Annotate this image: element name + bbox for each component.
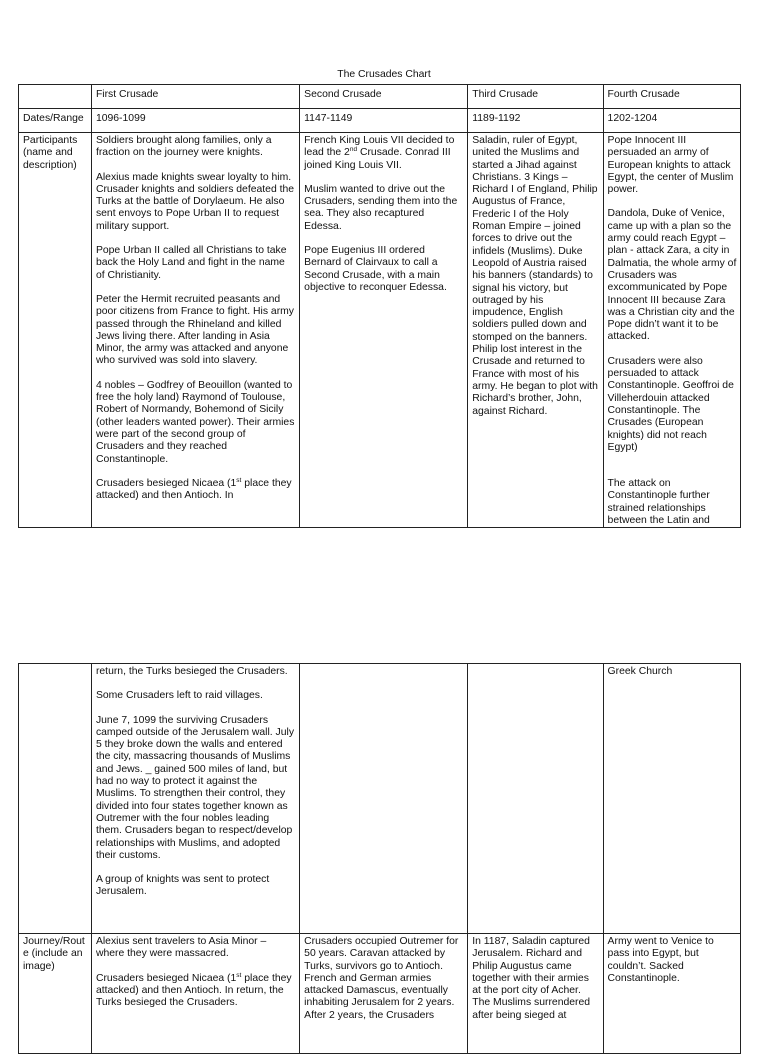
crusades-table-page1 <box>18 84 741 528</box>
journey-fourth: Army went to Venice to pass into Egypt, but couldn’t. Sacked Constantinople. <box>603 934 740 1054</box>
journey-third: In 1187, Saladin captured Jerusalem. Richard and Philip Augustus came together with their armies at the port city of Acher. The Muslims surrendered after being sieged at <box>468 934 603 1054</box>
journey-second: Crusaders occupied Outremer for 50 years. Caravan attacked by Turks, survivors go to Antioch. French and German armies attacked Damascus, eventually inhabiting Jerusalem for 2 years. After 2 years, the Crusaders <box>300 934 468 1054</box>
participants-label: Participants (name and description) <box>19 133 92 528</box>
dates-third: 1189-1192 <box>468 109 603 133</box>
header-row <box>19 85 741 109</box>
participants-label-continued <box>19 664 92 934</box>
participants-second: French King Louis VII decided to lead the 2nd Crusade. Conrad III joined King Louis VII. Muslim wanted to drive out the Crusaders, sending them into the sea. They also recaptured Edessa. Pope Eugenius III ordered Bernard of Clairvaux to call a Second Crusade, with a main objective to reconquer Edessa. <box>300 133 468 528</box>
dates-label: Dates/Range <box>19 109 92 133</box>
journey-first: Alexius sent travelers to Asia Minor – where they were massacred. Crusaders besieged Nicaea (1st place they attacked) and then Antioch. In return, the Turks besieged the Crusaders. <box>91 934 299 1054</box>
participants-second-continued <box>300 664 468 934</box>
participants-fourth: Pope Innocent III persuaded an army of European knights to attack Egypt, the center of Muslim power. Dandola, Duke of Venice, came up with a plan so the army could reach Egypt – plan - attack Zara, a city in Dalmatia, the whole army of Crusaders was excommunicated by Pope Innocent III because Zara was a Christian city and the Pope didn’t want it to be attacked. Crusaders were also persuaded to attack Constantinople. Geoffroi de Villeherdouin attacked Constantinople. The Crusades (European knights) did not reach Egypt) The attack on Constantinople further strained relationships between the Latin and <box>603 133 740 528</box>
page-title: The Crusades Chart <box>337 69 431 80</box>
participants-fourth-continued: Greek Church <box>603 664 740 934</box>
header-second-crusade: Second Crusade <box>300 85 468 109</box>
dates-second: 1147-1149 <box>300 109 468 133</box>
participants-row <box>19 133 741 528</box>
header-fourth-crusade: Fourth Crusade <box>603 85 740 109</box>
participants-third: Saladin, ruler of Egypt, united the Muslims and started a Jihad against Christians. 3 Kings – Richard I of England, Philip Augustus of France, Frederic I of the Holy Roman Empire – joined forces to drive out the infidels (Muslims). Duke Leopold of Austria raised his banners (standards) to signal his victory, but outraged by his impudence, English soldiers pulled down and stomped on the banners. Philip lost interest in the Crusade and returned to France with most of his army. He began to plot with Richard’s brother, John, against Richard. <box>468 133 603 528</box>
participants-first: Soldiers brought along families, only a fraction on the journey were knights. Alexius made knights swear loyalty to him. Crusader knights and soldiers defeated the Turks at the battle of Dorylaeum. He also sent envoys to Pope Urban II to request military support. Pope Urban II called all Christians to take back the Holy Land and fight in the name of Christianity. Peter the Hermit recruited peasants and poor citizens from France to fight. His army passed through the Rhineland and killed Jews living there. After landing in Asia Minor, the army was attacked and anyone who survived was sold into slavery. 4 nobles – Godfrey of Beouillon (wanted to free the holy land) Raymond of Toulouse, Robert of Normandy, Bohemond of Sicily (other leaders wanted power). Their armies were part of the second group of Crusaders and they reached Constantinople. Crusaders besieged Nicaea (1st place they attacked) and then Antioch. In <box>91 133 299 528</box>
participants-continued-row <box>19 664 741 934</box>
header-third-crusade: Third Crusade <box>468 85 603 109</box>
header-cell-empty <box>19 85 92 109</box>
header-first-crusade: First Crusade <box>91 85 299 109</box>
dates-row <box>19 109 741 133</box>
crusades-table-page2 <box>18 663 741 1054</box>
participants-third-continued <box>468 664 603 934</box>
dates-fourth: 1202-1204 <box>603 109 740 133</box>
dates-first: 1096-1099 <box>91 109 299 133</box>
participants-first-continued: return, the Turks besieged the Crusaders. Some Crusaders left to raid villages. June 7, 1099 the surviving Crusaders camped outside of the Jerusalem wall. July 5 they broke down the walls and entered the city, massacring thousands of Muslims and Jews. _ gained 500 miles of land, but had no way to protect it against the Muslims. To strengthen their control, they divided into four states together known as Outremer with the four nobles leading them. Crusaders began to respect/develop relationships with Muslims, and adopted their customs. A group of knights was sent to protect Jerusalem. <box>91 664 299 934</box>
journey-label: Journey/Rout e (include an image) <box>19 934 92 1054</box>
journey-row <box>19 934 741 1054</box>
